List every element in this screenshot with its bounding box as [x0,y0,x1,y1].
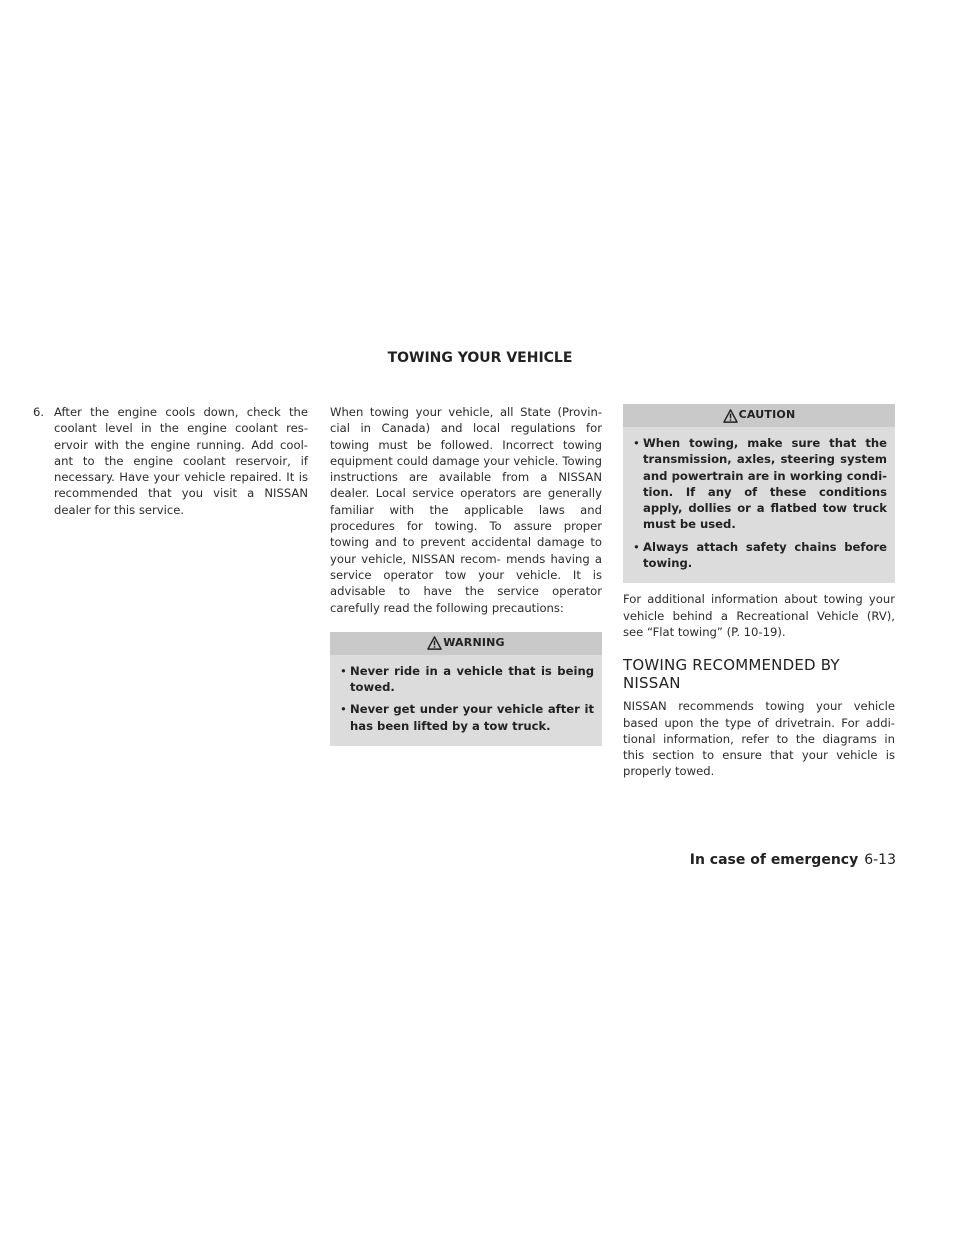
caution-item [633,539,887,572]
warning-label: WARNING [443,636,505,650]
caution-list [623,427,895,571]
warning-item [340,663,594,696]
bullet: • [633,436,640,450]
warning-triangle-icon [723,409,738,423]
flat-towing-paragraph: For additional information about towing your vehicle behind a Recreational Vehicle (RV), see “Flat towing” (P. 10-19). [623,592,895,639]
caution-label: CAUTION [738,408,796,422]
page-footer [690,852,896,868]
subheading: TOWING RECOMMENDED BY NISSAN [623,656,840,693]
column-left [33,404,308,518]
caution-item-text: When towing, make sure that the transmission, axles, steering system and powertrain are in working condi- tion. If any of these conditions apply, dollies or a flatbed tow truck must be used. [643,436,887,532]
step-text: After the engine cools down, check the coolant level in the engine coolant res- ervoir with the engine running. Add cool- ant to the engine coolant reservoir, if necessary. Have your vehicle repaired. It is recommended that you visit a NISSAN dealer for this service. [54,405,308,517]
column-middle [330,404,602,746]
bullet: • [340,702,347,717]
recommend-paragraph: NISSAN recommends towing your vehicle based upon the type of drivetrain. For addi- tional information, refer to the diagrams in this section to ensure that your vehicle is properly towed. [623,699,895,779]
bullet: • [340,663,347,678]
chapter-title: In case of emergency [689,852,859,868]
warning-box [330,632,602,746]
section-title: TOWING YOUR VEHICLE [387,350,573,366]
warning-item-text: Never get under your vehicle after it has been lifted by a tow truck. [350,702,594,733]
towing-intro-paragraph: When towing your vehicle, all State (Provin- cial in Canada) and local regulations for towing must be followed. Incorrect towing equipment could damage your vehicle. Towing instructions are available from a NISSAN dealer. Local service operators are generally familiar with the applicable laws and procedures for towing. To assure proper towing and to prevent accidental damage to your vehicle, NISSAN recom- mends having a service operator tow your vehicle. It is advisable to have the service operator carefully read the following precautions: [330,405,602,615]
caution-header [623,404,895,427]
step-number: 6. [33,405,45,419]
warning-triangle-icon [427,636,442,650]
caution-item-text: Always attach safety chains before towing. [643,539,887,571]
warning-item-text: Never ride in a vehicle that is being towed. [350,663,594,695]
numbered-step [33,404,308,518]
caution-item [633,435,887,533]
bullet: • [633,539,640,554]
page-number: 6-13 [864,852,896,868]
warning-item [340,701,594,734]
warning-list [330,655,602,734]
column-right [623,404,895,780]
caution-box [623,404,895,583]
warning-header [330,632,602,655]
